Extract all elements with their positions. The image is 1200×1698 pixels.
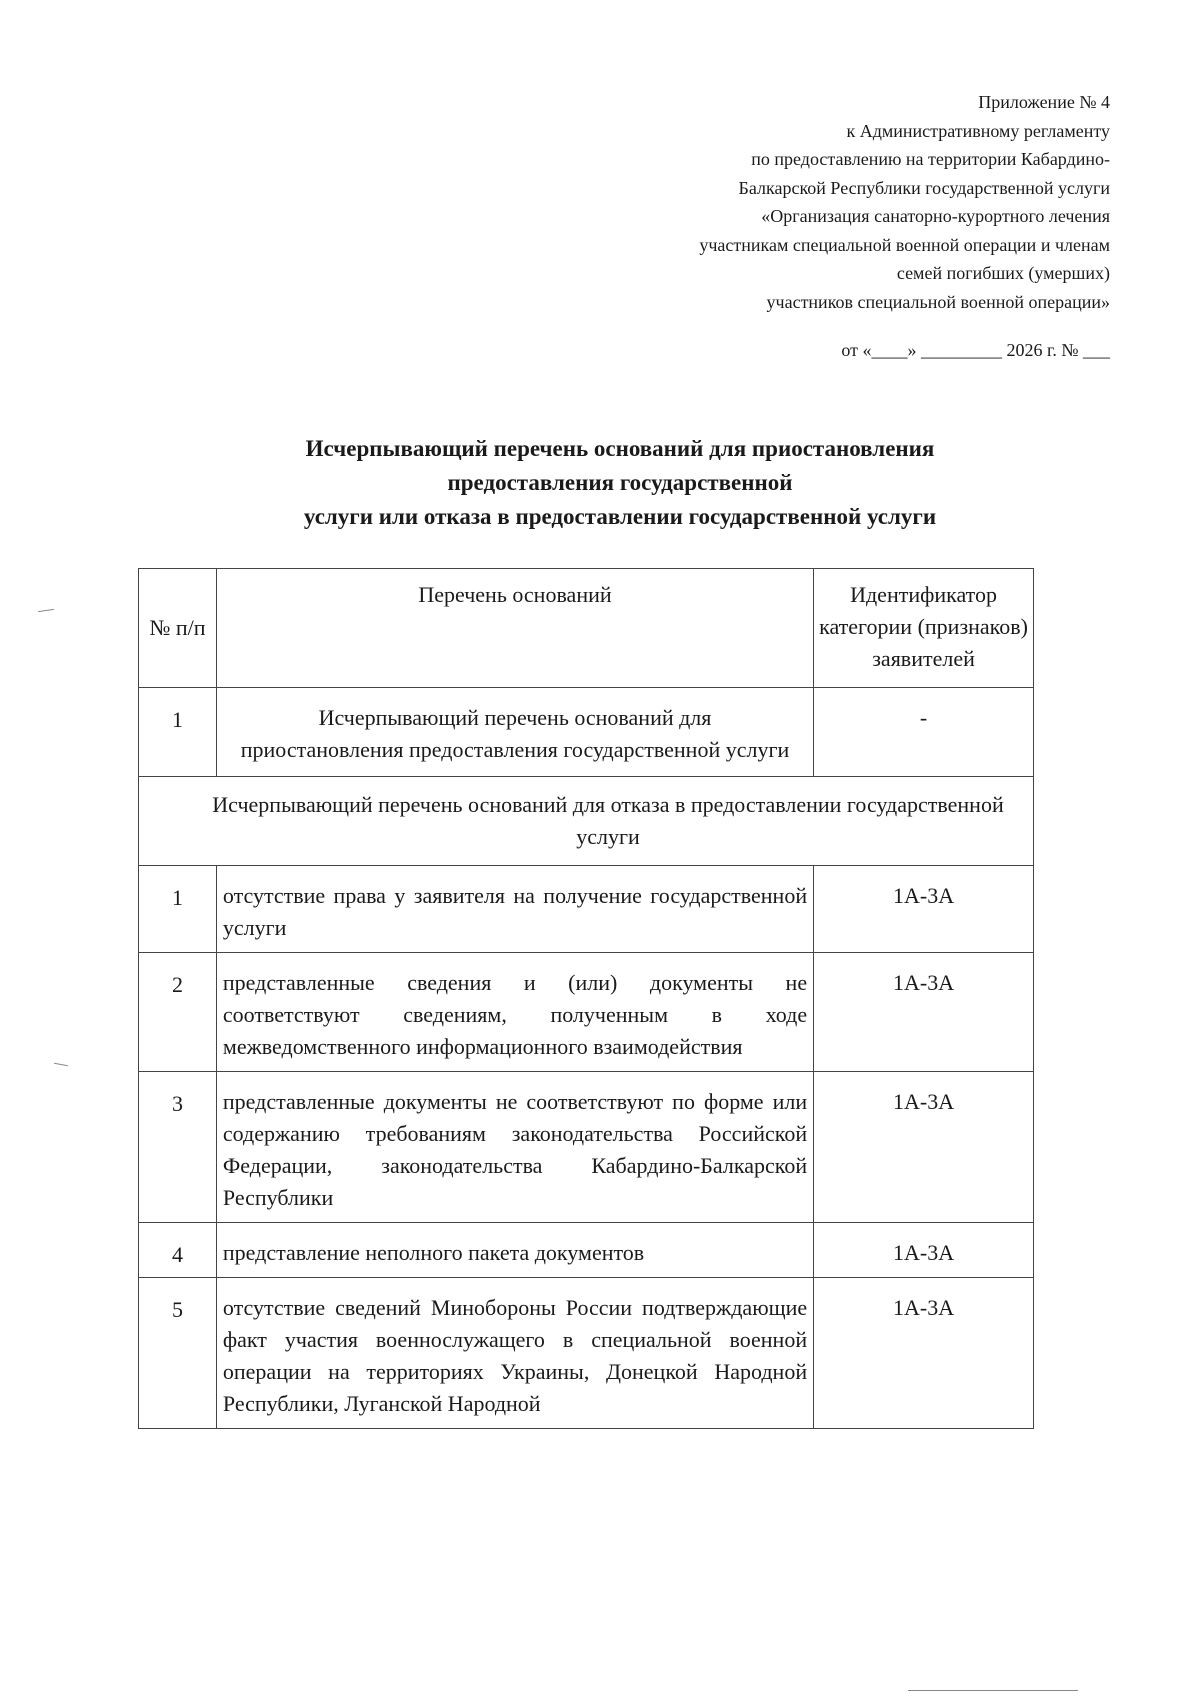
appendix-line: участников специальной военной операции» bbox=[766, 291, 1110, 312]
row-number: 5 bbox=[139, 1278, 217, 1429]
document-title bbox=[210, 432, 1030, 534]
row-category-id: 1А-3А bbox=[814, 953, 1034, 1072]
row-text: отсутствие права у заявителя на получение государственной услуги bbox=[216, 866, 813, 953]
appendix-line: Приложение № 4 bbox=[978, 92, 1110, 112]
table-row bbox=[139, 866, 1034, 953]
appendix-line: к Административному регламенту bbox=[846, 120, 1110, 141]
scan-mark bbox=[38, 609, 54, 612]
row-number: 1 bbox=[139, 866, 217, 953]
row-number: 1 bbox=[139, 688, 217, 777]
table-row bbox=[139, 1072, 1034, 1223]
row-text: отсутствие сведений Минобороны России подтверждающие факт участия военнослужащего в специальной военной операции на территориях Украины, Донецкой Народной Республики, Луганской Народной bbox=[216, 1278, 813, 1429]
scan-mark bbox=[54, 1063, 68, 1066]
row-category-id: 1А-3А bbox=[814, 866, 1034, 953]
row-category-id: 1А-3А bbox=[814, 1072, 1034, 1223]
table-row bbox=[139, 1278, 1034, 1429]
appendix-line: по предоставлению на территории Кабардино- bbox=[751, 149, 1110, 169]
appendix-date-line: от «____» _________ 2026 г. № ___ bbox=[841, 340, 1110, 360]
title-line: Исчерпывающий перечень оснований для приостановления bbox=[305, 436, 935, 461]
header-number: № п/п bbox=[139, 569, 217, 688]
appendix-line: семей погибших (умерших) bbox=[896, 263, 1110, 283]
scan-mark bbox=[908, 1690, 1078, 1691]
appendix-header bbox=[470, 88, 1110, 365]
table-section-refusal bbox=[139, 777, 1034, 866]
row-category-id: 1А-3А bbox=[814, 1223, 1034, 1278]
row-text: представление неполного пакета документов bbox=[216, 1223, 813, 1278]
row-text: Исчерпывающий перечень оснований для приостановления предоставления государственной услуги bbox=[216, 688, 813, 777]
header-applicant-category: Идентификатор категории (признаков) заявителей bbox=[814, 569, 1034, 688]
row-category-id: 1А-3А bbox=[814, 1278, 1034, 1429]
title-line: предоставления государственной bbox=[447, 470, 793, 495]
row-category-id: - bbox=[814, 688, 1034, 777]
header-grounds: Перечень оснований bbox=[216, 569, 813, 688]
table-header-row bbox=[139, 569, 1034, 688]
table-row bbox=[139, 1223, 1034, 1278]
appendix-line: Балкарской Республики государственной услуги bbox=[738, 177, 1110, 198]
title-line: услуги или отказа в предоставлении государственной услуги bbox=[303, 504, 937, 529]
row-number: 3 bbox=[139, 1072, 217, 1223]
grounds-table bbox=[138, 568, 1034, 1429]
row-text: представленные документы не соответствуют по форме или содержанию требованиям законодательства Российской Федерации, законодательства Кабардино-Балкарской Республики bbox=[216, 1072, 813, 1223]
row-number: 2 bbox=[139, 953, 217, 1072]
row-text: представленные сведения и (или) документы не соответствуют сведениям, полученным в ходе межведомственного информационного взаимодействия bbox=[216, 953, 813, 1072]
appendix-line: участникам специальной военной операции и членам bbox=[699, 234, 1110, 255]
section-heading: Исчерпывающий перечень оснований для отказа в предоставлении государственной услуги bbox=[139, 777, 1034, 866]
table-row bbox=[139, 953, 1034, 1072]
row-number: 4 bbox=[139, 1223, 217, 1278]
appendix-line: «Организация санаторно-курортного лечения bbox=[761, 206, 1110, 226]
table-row-suspension bbox=[139, 688, 1034, 777]
